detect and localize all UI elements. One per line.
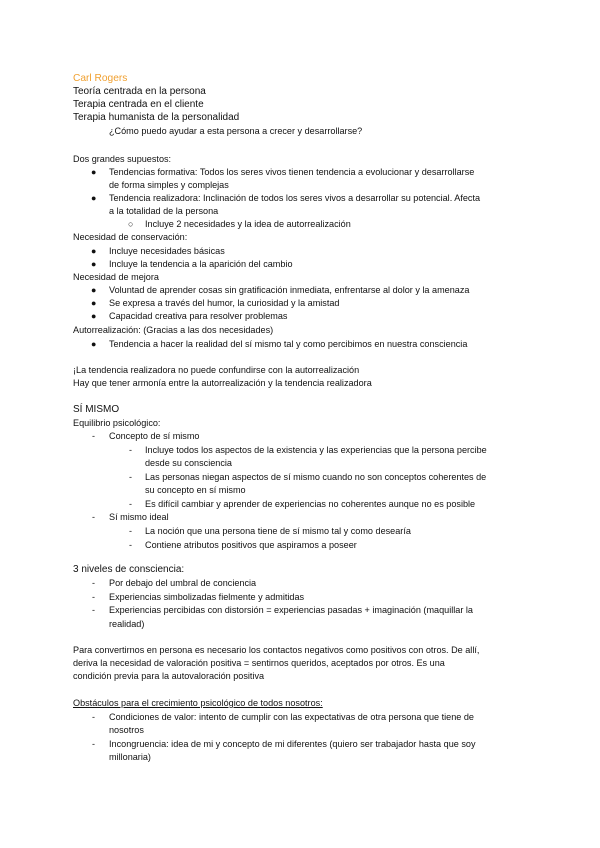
bullet-dot-icon: ● [91,246,97,256]
sub-list-item-cont: desde su consciencia [145,458,232,468]
text-line: ¡La tendencia realizadora no puede confundirse con la autorrealización [73,365,360,375]
sub-list-item: La noción que una persona tiene de sí mismo tal y como desearía [145,526,411,536]
bullet-circle-icon: ○ [128,219,134,229]
list-item-cont: realidad) [109,619,145,629]
sub-list-item: Contiene atributos positivos que aspiramos a poseer [145,540,357,550]
dash-bullet-icon: - [92,712,95,722]
paragraph-line: condición previa para la autovaloración positiva [73,671,265,681]
dash-bullet-icon: - [92,578,95,588]
sub-list-item: Es difícil cambiar y aprender de experiencias no coherentes aunque no es posible [145,499,476,509]
list-item: Tendencia realizadora: Inclinación de todos los seres vivos a desarrollar su potencial. Afecta [109,193,481,203]
list-item-cont: a la totalidad de la persona [109,206,219,216]
sub-list-item: Incluye todos los aspectos de la existencia y las experiencias que la persona percibe [145,445,487,455]
text-line: Terapia centrada en el cliente [73,99,204,110]
list-item: Incongruencia: idea de mi y concepto de mi diferentes (quiero ser trabajador hasta que soy [109,739,476,749]
dash-bullet-icon: - [129,540,132,550]
list-item: Concepto de sí mismo [109,431,200,441]
list-item: Condiciones de valor: intento de cumplir con las expectativas de otra persona que tiene de [109,712,474,722]
list-item: Incluye la tendencia a la aparición del cambio [109,259,293,269]
list-item: Incluye necesidades básicas [109,246,225,256]
text-line: Teoría centrada en la persona [73,86,206,97]
dash-bullet-icon: - [92,605,95,615]
bullet-dot-icon: ● [91,167,97,177]
section-heading-underlined: Obstáculos para el crecimiento psicológico de todos nosotros: [73,698,323,708]
list-item: Se expresa a través del humor, la curiosidad y la amistad [109,298,340,308]
bullet-dot-icon: ● [91,339,97,349]
bullet-dot-icon: ● [91,193,97,203]
dash-bullet-icon: - [129,445,132,455]
doc-title: Carl Rogers [73,73,128,84]
dash-bullet-icon: - [92,592,95,602]
paragraph-line: deriva la necesidad de valoración positiva = sentirnos queridos, aceptados por otros. Es una [73,658,445,668]
section-heading: Equilibrio psicológico: [73,418,161,428]
dash-bullet-icon: - [92,431,95,441]
section-heading: Necesidad de mejora [73,272,159,282]
dash-bullet-icon: - [129,499,132,509]
sub-list-item: Las personas niegan aspectos de sí mismo cuando no son conceptos coherentes de [145,472,487,482]
section-heading: Necesidad de conservación: [73,232,188,242]
list-item: Experiencias percibidas con distorsión = experiencias pasadas + imaginación (maquillar la [109,605,473,615]
bullet-dot-icon: ● [91,298,97,308]
list-item: Por debajo del umbral de conciencia [109,578,257,588]
list-item: Experiencias simbolizadas fielmente y admitidas [109,592,305,602]
list-item: Tendencias formativa: Todos los seres vivos tienen tendencia a evolucionar y desarrollarse [109,167,475,177]
bullet-dot-icon: ● [91,285,97,295]
dash-bullet-icon: - [129,526,132,536]
section-heading: Autorrealización: (Gracias a las dos necesidades) [73,325,274,335]
list-item: Tendencia a hacer la realidad del sí mismo tal y como percibimos en nuestra consciencia [109,339,468,349]
bullet-dot-icon: ● [91,311,97,321]
list-item: Voluntad de aprender cosas sin gratificación inmediata, enfrentarse al dolor y la amenaza [109,285,470,295]
dash-bullet-icon: - [92,739,95,749]
list-item-cont: de forma simples y complejas [109,180,229,190]
section-heading: 3 niveles de consciencia: [73,564,185,575]
list-item-cont: nosotros [109,725,144,735]
section-heading: Dos grandes supuestos: [73,154,172,164]
question-line: ¿Cómo puedo ayudar a esta persona a crecer y desarrollarse? [109,126,363,136]
section-heading: SÍ MISMO [73,404,120,415]
list-item-cont: millonaria) [109,752,151,762]
sub-list-item-cont: su concepto en sí mismo [145,485,246,495]
text-line: Hay que tener armonía entre la autorrealización y la tendencia realizadora [73,378,372,388]
text-line: Terapia humanista de la personalidad [73,112,240,123]
dash-bullet-icon: - [92,512,95,522]
list-item: Capacidad creativa para resolver problemas [109,311,288,321]
dash-bullet-icon: - [129,472,132,482]
paragraph-line: Para convertirnos en persona es necesario los contactos negativos como positivos con otros. De allí, [73,645,480,655]
list-item: Sí mismo ideal [109,512,169,522]
sub-list-item: Incluye 2 necesidades y la idea de autorrealización [145,219,351,229]
bullet-dot-icon: ● [91,259,97,269]
